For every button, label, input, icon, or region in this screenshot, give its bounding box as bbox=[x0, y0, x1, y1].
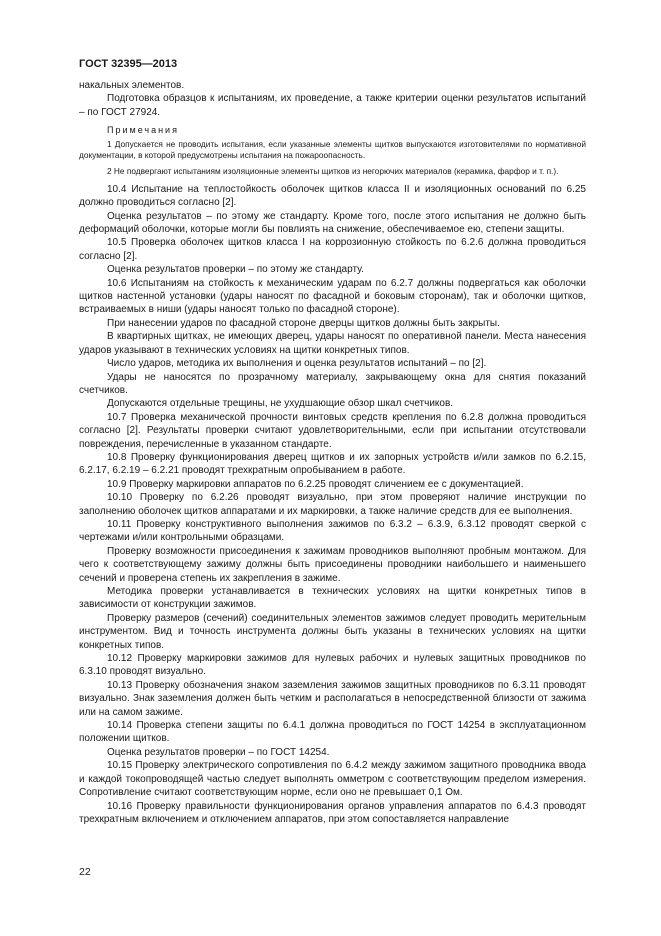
paragraph: Число ударов, методика их выполнения и оценка результатов испытаний – по [2]. bbox=[107, 358, 487, 370]
page-number: 22 bbox=[79, 866, 91, 878]
note-item: 1 Допускается не проводить испытания, если указанные элементы щитков выпускаются изготовителями по нормативной документации, в которой предусмотрены испытания на пожароопасность. bbox=[79, 139, 586, 161]
paragraph: При нанесении ударов по фасадной стороне дверцы щитков должны быть закрыты. bbox=[107, 317, 500, 329]
paragraph: 10.13 Проверку обозначения знаком заземления зажимов защитных проводников по 6.3.11 проводят визуально. Знак заземления должен быть четким и располагаться в непосредственной близости от зажима или на самом зажиме. bbox=[79, 679, 586, 718]
paragraph: 10.16 Проверку правильности функционирования органов управления аппаратов по 6.4.3 проводят трехкратным включением и отключением аппаратов, при этом сопоставляется направление bbox=[79, 800, 586, 825]
paragraph: Подготовка образцов к испытаниям, их проведение, а также критерии оценки результатов испытаний – по ГОСТ 27924. bbox=[79, 93, 586, 118]
paragraph: Проверку возможности присоединения к зажимам проводников выполняют пробным монтажом. Для чего к соответствующему зажиму должны быть присоединены проводники наибольшего и наименьшего сечений и проверена степень их закрепления в зажиме. bbox=[79, 545, 586, 584]
paragraph: Методика проверки устанавливается в технических условиях на щитки конкретных типов в зависимости от конструкции зажимов. bbox=[79, 586, 586, 611]
paragraph: Оценка результатов проверки – по этому же стандарту. bbox=[107, 264, 364, 276]
paragraph: 10.9 Проверку маркировки аппаратов по 6.2.25 проводят сличением ее с документацией. bbox=[107, 478, 524, 490]
paragraph: 10.8 Проверку функционирования дверец щитков и их запорных устройств и/или замков по 6.2.15, 6.2.17, 6.2.19 – 6.2.21 проводят трехкратным опробыванием в работе. bbox=[79, 451, 586, 477]
document-header: ГОСТ 32395—2013 bbox=[79, 58, 178, 70]
note-item: 2 Не подвергают испытаниям изоляционные элементы щитков из негорючих материалов (керамика, фарфор и т. п.). bbox=[107, 165, 559, 176]
paragraph: 10.14 Проверка степени защиты по 6.4.1 должна проводиться по ГОСТ 14254 в эксплуатационном положении щитков. bbox=[79, 720, 586, 745]
paragraph: Допускаются отдельные трещины, не ухудшающие обзор шкал счетчиков. bbox=[107, 398, 454, 410]
document-page bbox=[79, 58, 586, 826]
paragraph: Проверку размеров (сечений) соединительных элементов зажимов следует проводить мерительным инструментом. Вид и точность инструмента должны быть указаны в технических условиях на щитки конкретных типов. bbox=[79, 612, 586, 651]
paragraph: 10.7 Проверка механической прочности винтовых средств крепления по 6.2.8 должна проводиться согласно [2]. Результаты проверки считают удовлетворительными, если при испытании отсутствовали повреждения, перечисленные в указанном стандарте. bbox=[79, 411, 586, 450]
paragraph: 10.10 Проверку по 6.2.26 проводят визуально, при этом проверяют наличие инструкции по заполнению оболочек щитков аппаратами и их маркировки, а также наличие средств для ее выполнения. bbox=[79, 492, 586, 517]
paragraph: 10.4 Испытание на теплостойкость оболочек щитков класса II и изоляционных оснований по 6.25 должно проводиться согласно [2]. bbox=[79, 183, 586, 209]
paragraph: 10.6 Испытаниям на стойкость к механическим ударам по 6.2.7 должны подвергаться как оболочки щитков настенной установки (удары наносят по фасадной и боковым сторонам), так и оболочки щитков, встраиваемых в ниши (удары наносят только по фасадной стороне). bbox=[79, 277, 586, 316]
paragraph: Оценка результатов проверки – по ГОСТ 14254. bbox=[107, 746, 330, 758]
paragraph: 10.11 Проверку конструктивного выполнения зажимов по 6.3.2 – 6.3.9, 6.3.12 проводят сверкой с чертежами и/или контрольными образцами. bbox=[79, 518, 586, 544]
paragraph: накальных элементов. bbox=[79, 80, 185, 91]
paragraph: Оценка результатов – по этому же стандарту. Кроме того, после этого испытания не должно быть деформаций оболочки, которые могли бы повлиять на снижение, обеспечиваемое ею, степени защиты. bbox=[79, 210, 586, 236]
notes-heading: Примечания bbox=[107, 125, 179, 136]
paragraph: В квартирных щитках, не имеющих дверец, удары наносят по оперативной панели. Места нанесения ударов указывают в технических условиях на щитки конкретных типов. bbox=[79, 331, 586, 356]
paragraph: 10.5 Проверка оболочек щитков класса I на коррозионную стойкость по 6.2.6 должна проводиться согласно [2]. bbox=[79, 237, 586, 262]
paragraph: 10.15 Проверку электрического сопротивления по 6.4.2 между зажимом защитного проводника ввода и каждой токопроводящей частью следует выполнять омметром с соответствующим пределом измерения. Сопротивление считают соответствующим норме, если оно не превышает 0,1 Ом. bbox=[79, 760, 586, 799]
paragraph: Удары не наносятся по прозрачному материалу, закрывающему окна для снятия показаний счетчиков. bbox=[79, 371, 586, 396]
paragraph: 10.12 Проверку маркировки зажимов для нулевых рабочих и нулевых защитных проводников по 6.3.10 проводят визуально. bbox=[79, 653, 586, 678]
